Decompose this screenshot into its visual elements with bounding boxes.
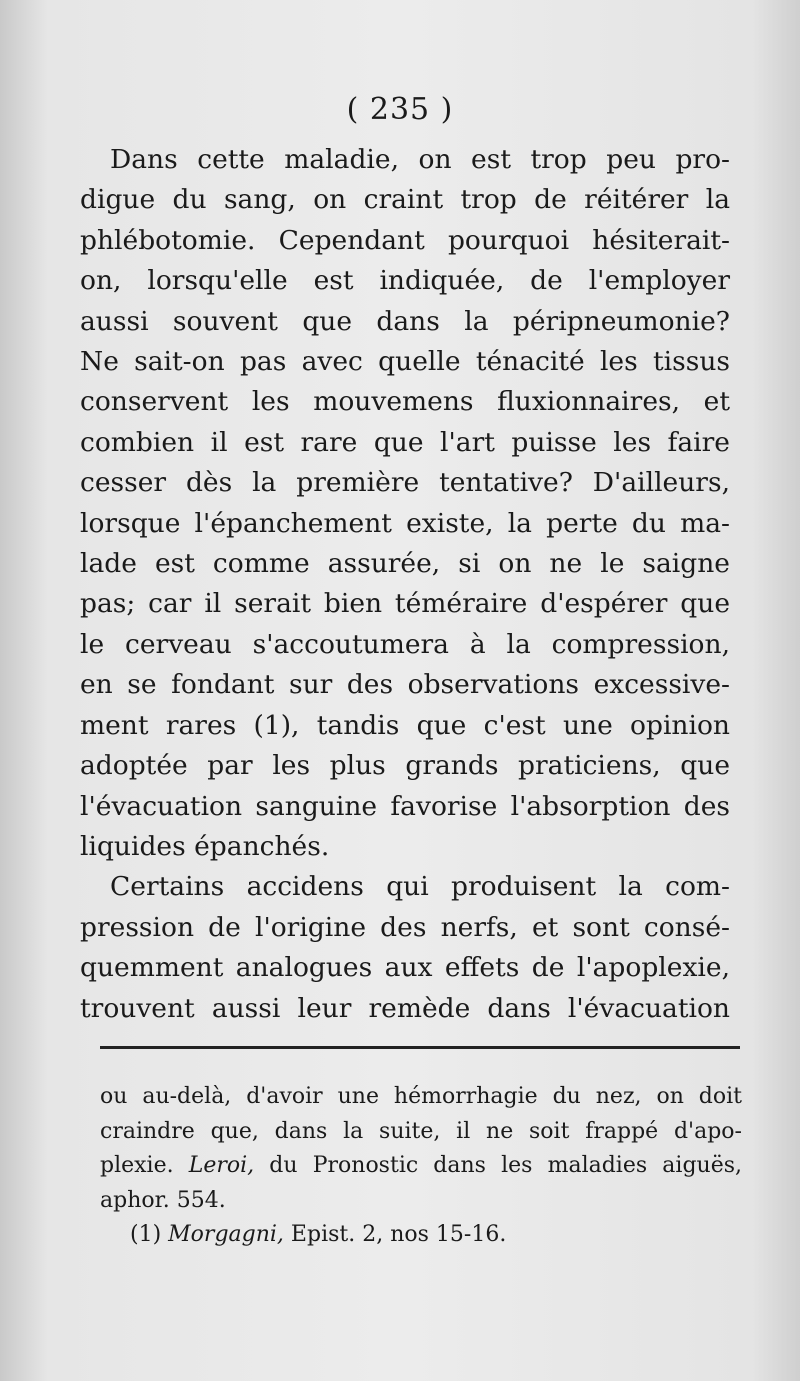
- footnote-text: plexie.: [100, 1153, 189, 1178]
- text-line: digue du sang, on craint trop de réitérer la: [80, 184, 730, 216]
- text-line: aussi souvent que dans la péripneumonie?: [80, 305, 730, 337]
- text-line: Certains accidens qui produisent la com-: [110, 871, 730, 903]
- footnote-text: Epist. 2, nos 15-16.: [283, 1222, 507, 1247]
- text-line: adoptée par les plus grands praticiens, que: [80, 750, 730, 782]
- paragraph-2: [80, 867, 730, 1029]
- text-line: liquides épanchés.: [80, 830, 330, 862]
- text-line: cesser dès la première tentative? D'ailleurs,: [80, 467, 730, 499]
- text-line: pas; car il serait bien téméraire d'espérer que: [80, 588, 730, 620]
- main-text: [80, 140, 730, 1029]
- text-line: Ne sait-on pas avec quelle ténacité les tissus: [80, 346, 730, 378]
- author-name: Leroi,: [188, 1153, 255, 1178]
- footnotes: [100, 1080, 742, 1253]
- text-line: le cerveau s'accoutumera à la compression,: [80, 628, 730, 660]
- text-line: conservent les mouvemens fluxionnaires, et: [80, 386, 730, 418]
- text-line: ment rares (1), tandis que c'est une opinion: [80, 709, 730, 741]
- page-number: ( 235 ): [346, 92, 454, 127]
- text-line: lade est comme assurée, si on ne le saigne: [80, 548, 730, 580]
- footnote-divider: [100, 1046, 740, 1049]
- text-line: lorsque l'épanchement existe, la perte du ma-: [80, 507, 730, 539]
- text-line: en se fondant sur des observations excessive-: [80, 669, 730, 701]
- footnote-line: aphor. 554.: [100, 1187, 226, 1213]
- footnote-line: ou au-delà, d'avoir une hémorrhagie du nez, on doit: [100, 1084, 742, 1109]
- text-line: phlébotomie. Cependant pourquoi hésiterait-: [80, 224, 730, 256]
- footnote-line: [100, 1149, 742, 1184]
- text-line: pression de l'origine des nerfs, et sont consé-: [80, 911, 730, 943]
- text-line: on, lorsqu'elle est indiquée, de l'employer: [80, 265, 730, 297]
- text-line: Dans cette maladie, on est trop peu pro-: [110, 144, 730, 175]
- footnote-1: [100, 1218, 742, 1253]
- paragraph-1: [80, 140, 730, 867]
- text-line: l'évacuation sanguine favorise l'absorption des: [80, 790, 730, 822]
- author-name: Morgagni,: [168, 1222, 284, 1247]
- footnote-marker: (1): [130, 1222, 169, 1247]
- text-line: quemment analogues aux effets de l'apoplexie,: [80, 952, 730, 984]
- text-line: combien il est rare que l'art puisse les faire: [80, 426, 730, 458]
- footnote-text: du Pronostic dans les maladies aiguës,: [254, 1153, 743, 1178]
- footnote-line: craindre que, dans la suite, il ne soit frappé d'apo-: [100, 1118, 742, 1144]
- text-line: trouvent aussi leur remède dans l'évacuation: [80, 992, 730, 1024]
